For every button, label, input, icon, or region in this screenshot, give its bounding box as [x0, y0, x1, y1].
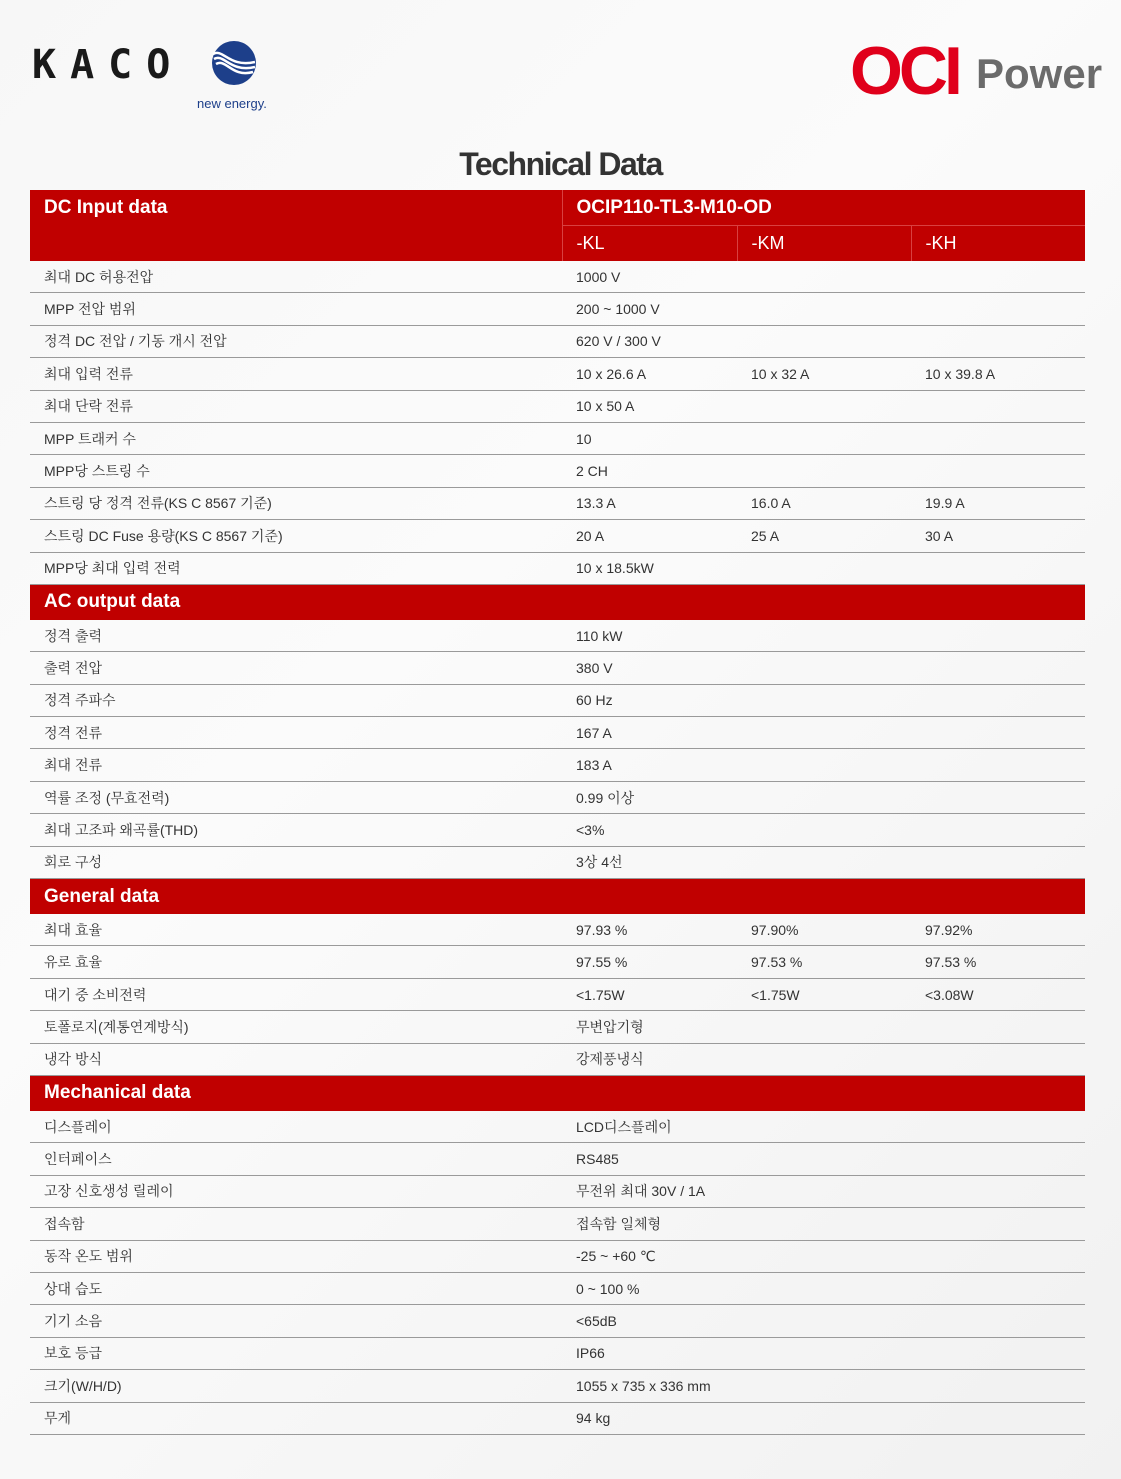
- table-row: [30, 1043, 1085, 1075]
- row-value: 10 x 18.5kW: [562, 552, 1085, 584]
- table-row: [30, 1175, 1085, 1207]
- oci-power-text: Power: [976, 50, 1103, 97]
- row-label: 최대 효율: [30, 914, 562, 946]
- kaco-wordmark: KACO: [32, 42, 185, 88]
- row-label: 상대 습도: [30, 1272, 562, 1304]
- row-label: 최대 단락 전류: [30, 390, 562, 422]
- row-value: IP66: [562, 1337, 1085, 1369]
- row-label: 정격 주파수: [30, 684, 562, 716]
- row-value: 강제풍냉식: [562, 1043, 1085, 1075]
- table-row: [30, 781, 1085, 813]
- row-value: -25 ~ +60 ℃: [562, 1240, 1085, 1272]
- row-value: 97.55 %: [562, 946, 737, 978]
- section-title: DC Input data: [30, 190, 562, 261]
- table-row: [30, 717, 1085, 749]
- row-label: 고장 신호생성 릴레이: [30, 1175, 562, 1207]
- row-value: 0 ~ 100 %: [562, 1272, 1085, 1304]
- row-label: 최대 전류: [30, 749, 562, 781]
- row-label: 최대 고조파 왜곡률(THD): [30, 814, 562, 846]
- table-row: [30, 358, 1085, 390]
- row-value: 10 x 26.6 A: [562, 358, 737, 390]
- table-row: [30, 814, 1085, 846]
- row-value: 10 x 39.8 A: [911, 358, 1085, 390]
- row-value: 380 V: [562, 652, 1085, 684]
- row-label: MPP당 스트링 수: [30, 455, 562, 487]
- table-row: [30, 978, 1085, 1010]
- variant-km: -KM: [737, 226, 911, 262]
- table-row: [30, 846, 1085, 878]
- table-row: [30, 455, 1085, 487]
- row-value: 10 x 32 A: [737, 358, 911, 390]
- row-value: <3%: [562, 814, 1085, 846]
- section-header: [30, 879, 1085, 915]
- row-label: 스트링 DC Fuse 용량(KS C 8567 기준): [30, 520, 562, 552]
- row-label: 출력 전압: [30, 652, 562, 684]
- row-label: 접속함: [30, 1208, 562, 1240]
- section-header: [30, 584, 1085, 620]
- row-value: 1000 V: [562, 261, 1085, 293]
- row-value: 110 kW: [562, 620, 1085, 652]
- row-value: 13.3 A: [562, 487, 737, 519]
- model-name: OCIP110-TL3-M10-OD: [562, 190, 1085, 226]
- row-label: MPP 트래커 수: [30, 422, 562, 454]
- row-label: 최대 DC 허용전압: [30, 261, 562, 293]
- table-row: [30, 1402, 1085, 1434]
- row-value: RS485: [562, 1143, 1085, 1175]
- row-value: 97.92%: [911, 914, 1085, 946]
- table-row: [30, 1337, 1085, 1369]
- table-row: [30, 1305, 1085, 1337]
- table-row: [30, 390, 1085, 422]
- row-value: 620 V / 300 V: [562, 325, 1085, 357]
- row-value: LCD디스플레이: [562, 1111, 1085, 1143]
- row-value: 20 A: [562, 520, 737, 552]
- row-value: 97.93 %: [562, 914, 737, 946]
- oci-mark: OCI: [850, 33, 959, 109]
- row-value: 무전위 최대 30V / 1A: [562, 1175, 1085, 1207]
- row-value: 183 A: [562, 749, 1085, 781]
- section-title: General data: [30, 879, 1085, 915]
- table-row: [30, 261, 1085, 293]
- row-label: 정격 출력: [30, 620, 562, 652]
- row-value: <1.75W: [562, 978, 737, 1010]
- row-label: 동작 온도 범위: [30, 1240, 562, 1272]
- kaco-globe-icon: [211, 40, 257, 86]
- row-value: 3상 4선: [562, 846, 1085, 878]
- kaco-tagline: new energy.: [197, 96, 267, 111]
- row-label: 크기(W/H/D): [30, 1370, 562, 1402]
- row-value: 10: [562, 422, 1085, 454]
- row-value: 10 x 50 A: [562, 390, 1085, 422]
- table-row: [30, 684, 1085, 716]
- row-label: 대기 중 소비전력: [30, 978, 562, 1010]
- table-row: [30, 520, 1085, 552]
- table-row: [30, 1370, 1085, 1402]
- row-value: 97.90%: [737, 914, 911, 946]
- technical-data-table: [30, 190, 1085, 1435]
- table-row: [30, 1240, 1085, 1272]
- row-value: 2 CH: [562, 455, 1085, 487]
- row-label: MPP당 최대 입력 전력: [30, 552, 562, 584]
- row-label: 무게: [30, 1402, 562, 1434]
- section-title: Mechanical data: [30, 1075, 1085, 1111]
- row-value: 무변압기형: [562, 1011, 1085, 1043]
- table-row: [30, 422, 1085, 454]
- table-row: [30, 325, 1085, 357]
- row-value: 1055 x 735 x 336 mm: [562, 1370, 1085, 1402]
- table-row: [30, 1111, 1085, 1143]
- table-row: [30, 749, 1085, 781]
- table-row: [30, 1011, 1085, 1043]
- row-label: MPP 전압 범위: [30, 293, 562, 325]
- row-label: 유로 효율: [30, 946, 562, 978]
- row-value: 0.99 이상: [562, 781, 1085, 813]
- row-label: 정격 전류: [30, 717, 562, 749]
- row-value: 25 A: [737, 520, 911, 552]
- row-label: 회로 구성: [30, 846, 562, 878]
- row-value: 19.9 A: [911, 487, 1085, 519]
- row-value: 60 Hz: [562, 684, 1085, 716]
- row-value: 97.53 %: [737, 946, 911, 978]
- row-value: 200 ~ 1000 V: [562, 293, 1085, 325]
- row-value: 16.0 A: [737, 487, 911, 519]
- variant-kh: -KH: [911, 226, 1085, 262]
- section-header: [30, 1075, 1085, 1111]
- table-row: [30, 620, 1085, 652]
- table-row: [30, 652, 1085, 684]
- section-header-dc-input: [30, 190, 1085, 226]
- row-value: 접속함 일체형: [562, 1208, 1085, 1240]
- row-label: 냉각 방식: [30, 1043, 562, 1075]
- row-label: 디스플레이: [30, 1111, 562, 1143]
- variant-kl: -KL: [562, 226, 737, 262]
- table-row: [30, 1272, 1085, 1304]
- row-value: 94 kg: [562, 1402, 1085, 1434]
- table-row: [30, 1143, 1085, 1175]
- row-value: <65dB: [562, 1305, 1085, 1337]
- row-label: 정격 DC 전압 / 기동 개시 전압: [30, 325, 562, 357]
- row-value: <3.08W: [911, 978, 1085, 1010]
- table-row: [30, 1208, 1085, 1240]
- table-row: [30, 487, 1085, 519]
- row-value: 167 A: [562, 717, 1085, 749]
- row-value: 97.53 %: [911, 946, 1085, 978]
- row-label: 기기 소음: [30, 1305, 562, 1337]
- row-label: 토폴로지(계통연계방식): [30, 1011, 562, 1043]
- row-label: 최대 입력 전류: [30, 358, 562, 390]
- section-title: AC output data: [30, 584, 1085, 620]
- row-label: 인터페이스: [30, 1143, 562, 1175]
- row-label: 스트링 당 정격 전류(KS C 8567 기준): [30, 487, 562, 519]
- table-row: [30, 552, 1085, 584]
- row-value: <1.75W: [737, 978, 911, 1010]
- row-label: 보호 등급: [30, 1337, 562, 1369]
- page-title: Technical Data: [459, 146, 662, 182]
- table-row: [30, 293, 1085, 325]
- row-label: 역률 조정 (무효전력): [30, 781, 562, 813]
- table-row: [30, 946, 1085, 978]
- table-row: [30, 914, 1085, 946]
- row-value: 30 A: [911, 520, 1085, 552]
